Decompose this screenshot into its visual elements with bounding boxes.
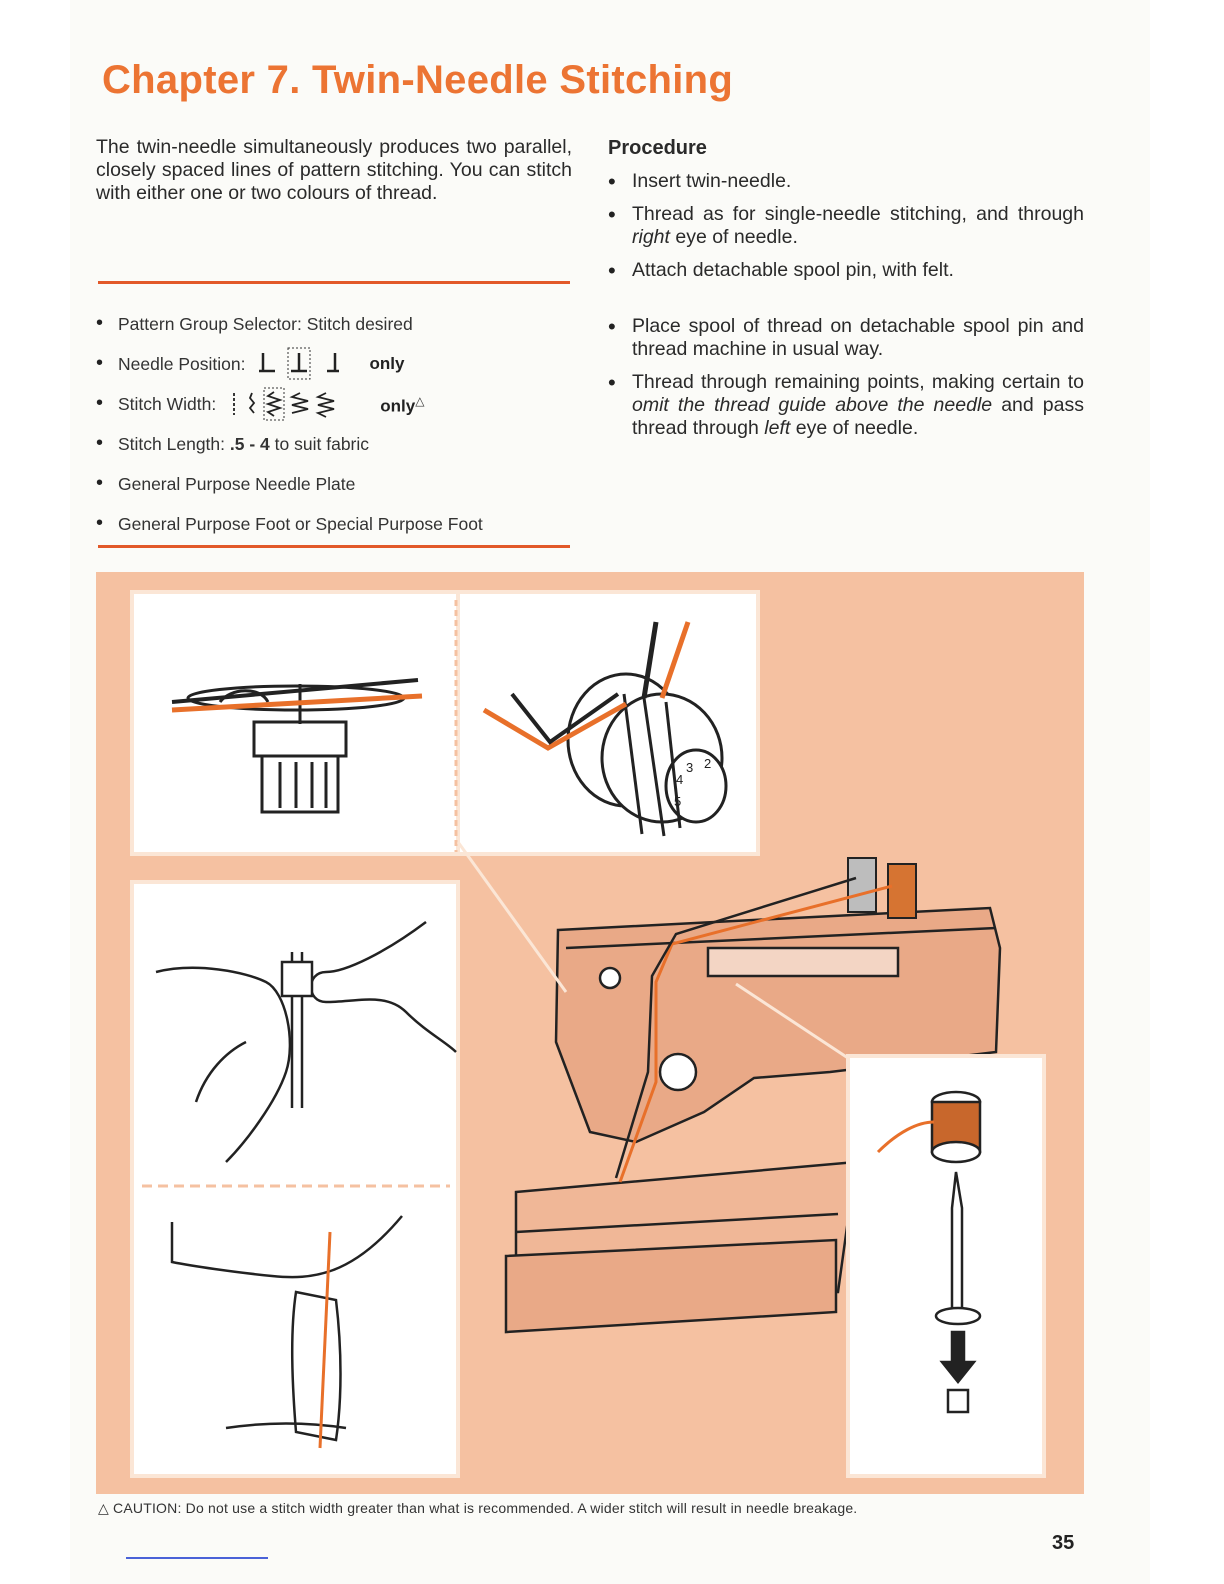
stitch-width-only: [380, 389, 424, 419]
step-2-text-b: eye of needle.: [675, 226, 798, 248]
illustration-area: [96, 572, 1084, 1494]
stitch-width-icons: [228, 387, 424, 421]
needle-position-icon: [257, 347, 347, 381]
step-3-text: Attach detachable spool pin, with felt.: [632, 259, 954, 281]
needle-position-icons: [257, 347, 404, 381]
link-underline: [126, 1557, 268, 1559]
spec-stitch-width: [96, 384, 576, 424]
procedure-list: [608, 170, 1084, 450]
needle-position-only: only: [369, 354, 405, 373]
illustration-drawing: [96, 572, 1084, 1494]
step-5-emphasis: omit the thread guide above the needle: [632, 394, 993, 416]
callout-line-2: [458, 842, 566, 992]
svg-text:4: 4: [676, 772, 684, 787]
stitch-width-icon: [228, 387, 358, 421]
step-4-text: Place spool of thread on detachable spool pin and thread machine in usual way.: [632, 315, 1084, 360]
svg-text:2: 2: [704, 756, 712, 771]
needle-position-label: • Needle Position:: [118, 354, 246, 374]
spool-orange-icon: [888, 864, 916, 918]
step-1-text: Insert twin-needle.: [632, 170, 792, 192]
stitch-length-suffix: to suit fabric: [274, 434, 370, 454]
page-number: 35: [1052, 1532, 1075, 1554]
step-5-emphasis-2: left: [764, 417, 791, 439]
procedure-step-4: [608, 315, 1084, 361]
spec-pattern-text: • Pattern Group Selector: Stitch desired: [118, 314, 413, 334]
spool-grey-icon: [848, 858, 876, 912]
procedure-step-5: [608, 371, 1084, 440]
stitch-width-only-text: only: [380, 396, 416, 416]
spec-pattern: [96, 304, 576, 344]
caution-footnote: △ CAUTION: Do not use a stitch width greater than what is recommended. A wider stitch will result in needle breakage.: [98, 1500, 858, 1516]
stitch-width-label: • Stitch Width:: [118, 394, 217, 414]
intro-paragraph: The twin-needle simultaneously produces two parallel, closely spaced lines of pattern stitching. You can stitch with either one or two colours of thread.: [96, 136, 572, 204]
step-5-text-a: Thread through remaining points, making certain to: [632, 371, 1084, 393]
svg-text:5: 5: [674, 794, 682, 809]
procedure-step-3: [608, 259, 1084, 282]
spec-needle-position: [96, 344, 576, 384]
settings-list: [96, 304, 576, 544]
step-5-text-c: eye of needle.: [795, 417, 919, 439]
procedure-step-1: [608, 170, 1084, 193]
step-2-emphasis: right: [632, 226, 670, 248]
stitch-length-value: .5 - 4: [229, 434, 270, 454]
chapter-title: Chapter 7. Twin-Needle Stitching: [102, 58, 734, 102]
spec-needle-plate: [96, 464, 576, 504]
step-5-text-b: and pass thread through: [632, 394, 1084, 439]
svg-text:3: 3: [686, 760, 694, 775]
procedure-heading: Procedure: [608, 137, 707, 159]
needle-plate-text: • General Purpose Needle Plate: [118, 474, 356, 494]
top-divider: [98, 281, 570, 284]
foot-text: • General Purpose Foot or Special Purpose Foot: [118, 514, 483, 534]
procedure-step-2: [608, 203, 1084, 249]
stitch-length-label: • Stitch Length:: [118, 434, 226, 454]
bottom-divider: [98, 545, 570, 548]
spec-foot: [96, 504, 576, 544]
caution-mark: △: [415, 394, 425, 409]
spec-stitch-length: [96, 424, 576, 464]
step-2-text-a: Thread as for single-needle stitching, and through: [632, 203, 1084, 225]
